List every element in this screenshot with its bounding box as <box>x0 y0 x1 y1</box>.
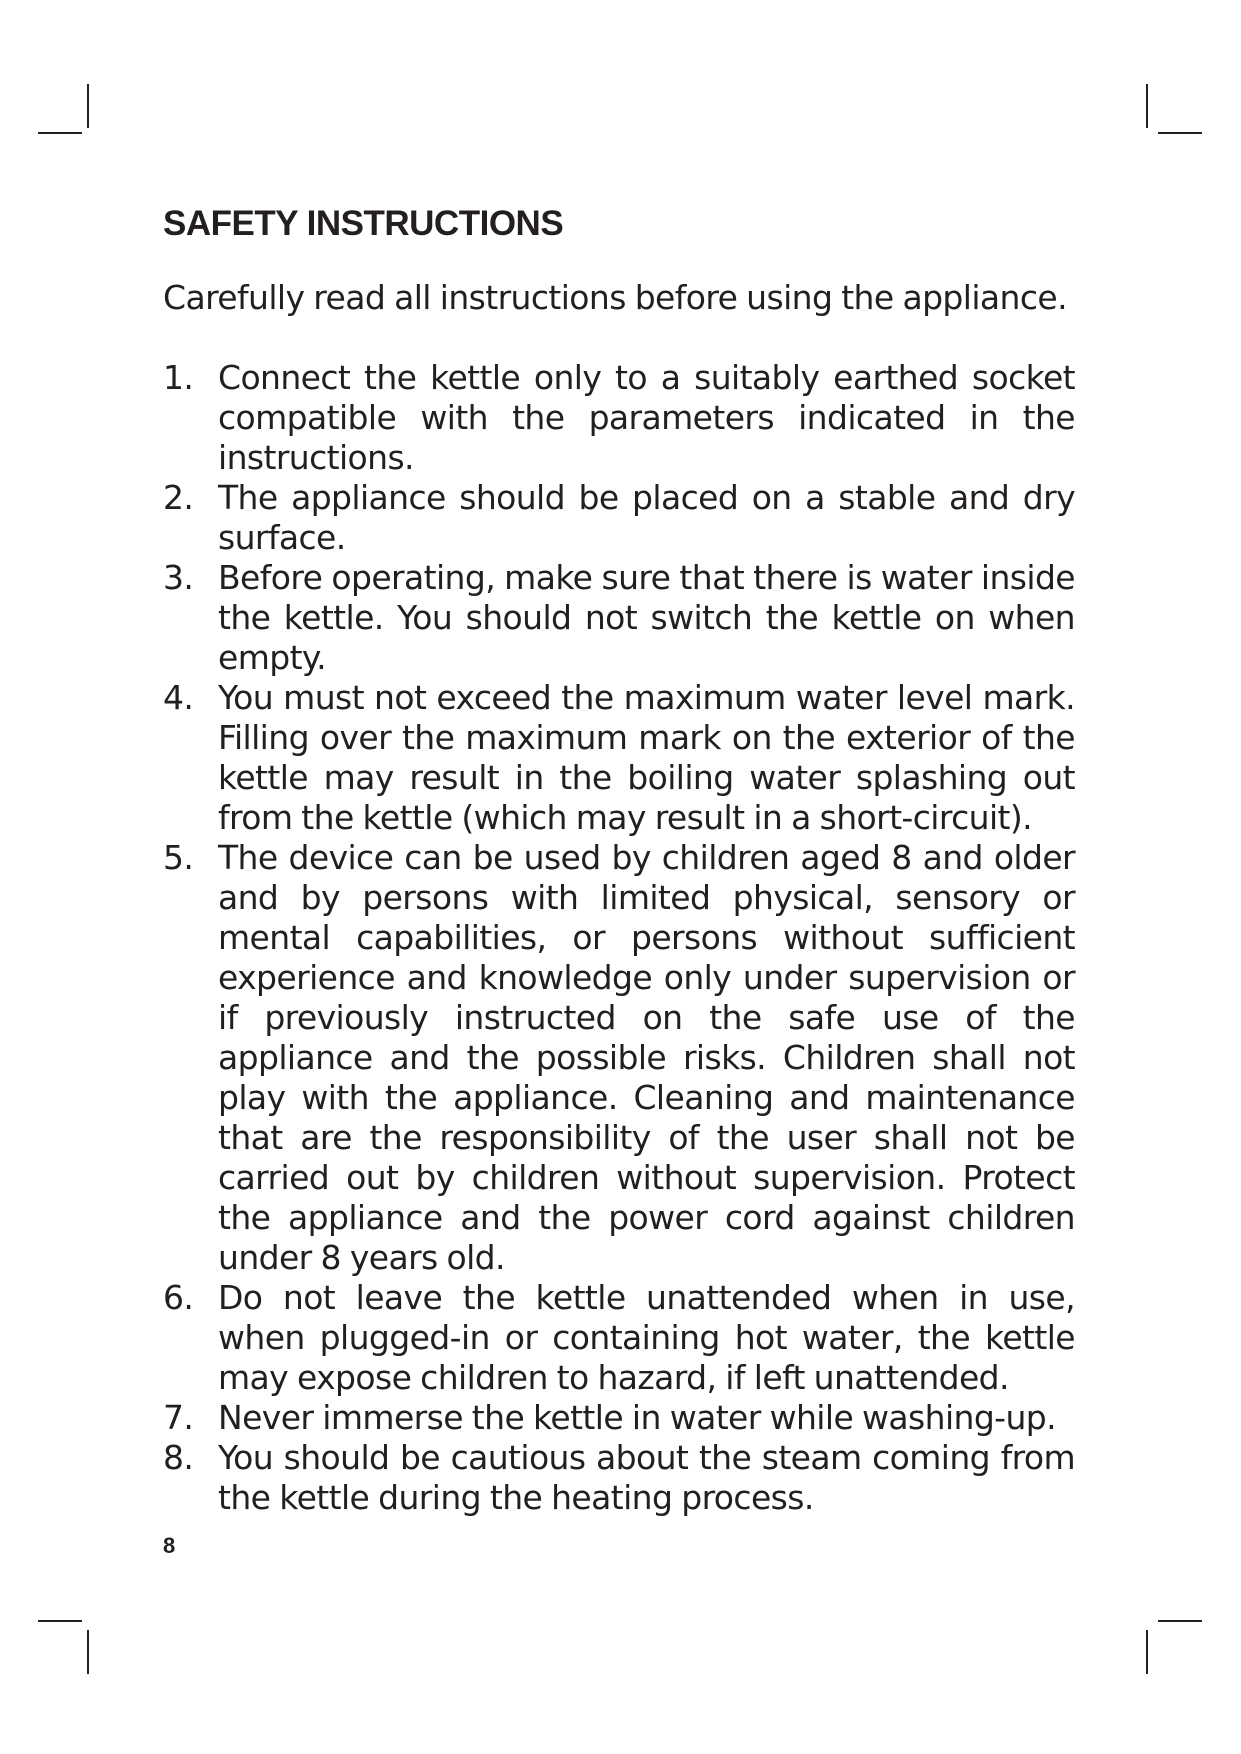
list-item-text: Do not leave the kettle unattended when in use, when plugged-in or containing hot water, the kettle may expose children to hazard, if left unattended. <box>218 1278 1075 1397</box>
crop-mark-top-right-horizontal <box>1158 132 1202 134</box>
page-number: 8 <box>163 1533 176 1558</box>
list-item-text: The appliance should be placed on a stable and dry surface. <box>218 478 1075 557</box>
list-item <box>163 1438 1075 1518</box>
crop-mark-bottom-left-horizontal <box>38 1620 82 1622</box>
list-item-text: You must not exceed the maximum water level mark. Filling over the maximum mark on the exterior of the kettle may result in the boiling water splashing out from the kettle (which may result in a short-circuit). <box>218 678 1075 837</box>
list-item <box>163 478 1075 558</box>
list-item-text: Never immerse the kettle in water while washing-up. <box>218 1398 1057 1437</box>
list-item-number: 2. <box>163 478 194 517</box>
page-title: SAFETY INSTRUCTIONS <box>163 204 564 243</box>
intro-text: Carefully read all instructions before using the appliance. <box>163 278 1067 317</box>
instruction-list <box>163 358 1075 1518</box>
list-item <box>163 1398 1075 1438</box>
list-item <box>163 678 1075 838</box>
list-item-text: The device can be used by children aged 8 and older and by persons with limited physical, sensory or mental capabilities, or persons without sufficient experience and knowledge only under supervision or if previously instructed on the safe use of the appliance and the possible risks. Children shall not play with the appliance. Cleaning and maintenance that are the responsibility of the user shall not be carried out by children without supervision. Protect the appliance and the power cord against children under 8 years old. <box>218 838 1075 1277</box>
list-item-number: 7. <box>163 1398 194 1437</box>
list-item-number: 3. <box>163 558 194 597</box>
crop-mark-bottom-right-vertical <box>1146 1630 1148 1674</box>
list-item <box>163 1278 1075 1398</box>
list-item-number: 5. <box>163 838 194 877</box>
crop-mark-top-left-vertical <box>87 84 89 128</box>
list-item-text: Connect the kettle only to a suitably earthed socket compatible with the parameters indicated in the instructions. <box>218 358 1075 477</box>
list-item-text: You should be cautious about the steam coming from the kettle during the heating process. <box>218 1438 1075 1517</box>
crop-mark-top-left-horizontal <box>38 132 82 134</box>
list-item-number: 4. <box>163 678 194 717</box>
list-item <box>163 838 1075 1278</box>
document-body <box>163 200 1075 1518</box>
list-item <box>163 558 1075 678</box>
list-item <box>163 358 1075 478</box>
list-item-text: Before operating, make sure that there is water inside the kettle. You should not switch the kettle on when empty. <box>218 558 1075 677</box>
crop-mark-top-right-vertical <box>1146 84 1148 128</box>
list-item-number: 8. <box>163 1438 194 1477</box>
list-item-number: 6. <box>163 1278 194 1317</box>
list-item-number: 1. <box>163 358 194 397</box>
crop-mark-bottom-right-horizontal <box>1158 1620 1202 1622</box>
crop-mark-bottom-left-vertical <box>87 1630 89 1674</box>
